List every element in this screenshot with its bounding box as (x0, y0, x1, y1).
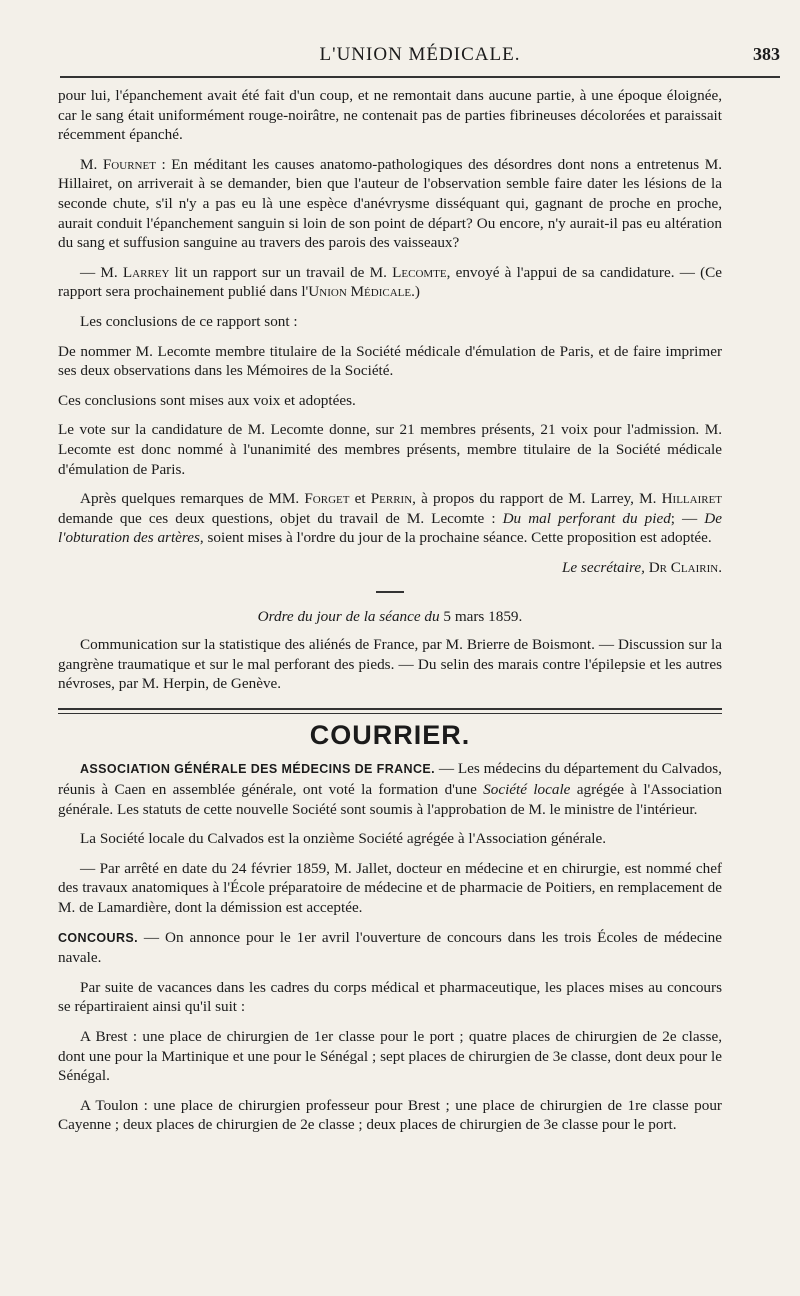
text-run: demande que ces deux questions, objet du travail de M. Lecomte : (58, 509, 503, 527)
text-run: — M. (80, 263, 123, 281)
paragraph-nomination: De nommer M. Lecomte membre titulaire de la Société médicale d'émulation de Paris, et de faire imprimer ses deux observations dans les Mémoires de la Société. (58, 342, 722, 380)
societe-locale: Société locale (483, 781, 571, 799)
name-lecomte: Lecomte (392, 263, 447, 281)
text-run: ; — (670, 509, 705, 527)
name-hillairet: Hillairet (661, 490, 723, 508)
paragraph-text: En méditant les causes anatomo-pathologiques des désordres dont nons a entretenus M. Hillairet, on arriverait à se demander, bien que l'auteur de l'observation semble faire dater les lésions de la seconde chute, s'il n'y a pas eu là une espèce d'anévrysme disséquant qui, gagnant de proche en proche, aurait conduit l'épanchement sanguin si loin de son point de départ? Ou encore, n'y aurait-il pas eu altération du sang et suffusion sanguine au travers des parois des vaisseaux? (58, 155, 723, 252)
association-label: ASSOCIATION GÉNÉRALE DES MÉDECINS DE FRANCE. (80, 762, 436, 777)
journal-name: Union Médicale (308, 283, 412, 301)
title-obturation: De l'obturation des artères (58, 509, 722, 547)
title-mal-perforant: Du mal perforant du pied (502, 509, 671, 527)
section-title-courrier: COURRIER. (309, 719, 471, 750)
courrier-brest: A Brest : une place de chirurgien de 1er classe pour le port ; quatre places de chirurgien de 2e classe, dont une pour la Martinique et une pour le Sénégal ; sept places de chirurgien de 3e classe, dont deux pour le Sénégal. (58, 1027, 722, 1085)
section-double-rule (58, 708, 722, 714)
courrier-concours (58, 928, 722, 968)
courrier-calvados: La Société locale du Calvados est la onzième Société agrégée à l'Association générale. (80, 830, 607, 848)
text-run: — Les médecins du département du Calvados, réunis à Caen en assemblée générale, ont voté la formation d'une (58, 760, 722, 799)
signature-role: Le secrétaire, (561, 558, 645, 576)
concours-label: CONCOURS. (58, 930, 138, 945)
courrier-association (58, 759, 722, 819)
paragraph-1: pour lui, l'épanchement avait été fait d'un coup, et ne remontait dans aucune partie, à une époque éloignée, car le sang était uniformément rouge-noirâtre, ne contenait pas de parties fibrineuses décolorées et paraissait récemment épanché. (58, 87, 722, 144)
paragraph-larrey (58, 263, 722, 302)
text-run: — On annonce pour le 1er avril l'ouverture de concours dans les trois Écoles de médecine navale. (58, 928, 722, 967)
signature (58, 558, 722, 578)
courrier-vacances: Par suite de vacances dans les cadres du corps médical et pharmaceutique, les places mises au concours se répartiraient ainsi qu'il suit : (58, 978, 722, 1016)
journal-title: L'UNION MÉDICALE. (319, 44, 521, 65)
paragraph-adoption: Ces conclusions sont mises aux voix et adoptées. (58, 391, 356, 409)
header-rule (60, 76, 780, 78)
text-run: Après quelques remarques de MM. (80, 490, 305, 508)
text-run: et (349, 490, 371, 508)
text-run: , soient mises à l'ordre du jour de la prochaine séance. Cette proposition est adoptée. (199, 529, 712, 547)
name-perrin: Perrin (370, 490, 413, 508)
agenda-text: Communication sur la statistique des aliénés de France, par M. Brierre de Boismont. — Discussion sur la gangrène traumatique et sur le mal perforant des pieds. — Du selin des marais contre l'épilepsie et les autres névroses, par M. Herpin, de Genève. (58, 636, 722, 693)
article-body (58, 86, 722, 1145)
page-number: 383 (753, 44, 780, 64)
paragraph-fournet (58, 155, 722, 253)
paragraph-remarks (58, 489, 722, 548)
agenda-heading-text: Ordre du jour de la séance du (257, 608, 440, 626)
courrier-toulon: A Toulon : une place de chirurgien professeur pour Brest ; une place de chirurgien de 1re classe pour Cayenne ; deux places de chirurgien de 2e classe ; deux places de chirurgien de 3e classe pour le port. (58, 1096, 722, 1134)
paragraph-conclusions: Les conclusions de ce rapport sont : (80, 312, 298, 330)
short-separator (376, 591, 404, 593)
agenda-date: 5 mars 1859. (439, 608, 523, 626)
courrier-jallet: — Par arrêté en date du 24 février 1859, M. Jallet, docteur en médecine et en chirurgie, est nommé chef des travaux anatomiques à l'École préparatoire de médecine et de pharmacie de Poitiers, en remplacement de M. de Lamardière, dont la démission est acceptée. (58, 859, 722, 916)
text-run: , envoyé à l'appui de sa candidature. — (Ce rapport sera prochainement publié dans l' (58, 263, 723, 301)
paragraph-vote: Le vote sur la candidature de M. Lecomte donne, sur 21 membres présents, 21 voix pour l'admission. M. Lecomte est donc nommé à l'unanimité des membres présents, membre titulaire de la Société médicale d'émulation de Paris. (58, 421, 722, 478)
name-larrey: Larrey (122, 263, 170, 281)
running-header (60, 38, 780, 78)
text-run: agrégée à l'Association générale. Les statuts de cette nouvelle Société sont soumis à l'approbation de M. le ministre de l'intérieur. (58, 781, 722, 818)
name-forget: Forget (304, 490, 350, 508)
speaker-name: M. Fournet : (80, 155, 166, 173)
text-run: , à propos du rapport de M. Larrey, M. (412, 490, 662, 508)
text-run: .) (411, 283, 420, 301)
signature-name: Dr Clairin. (644, 558, 722, 576)
text-run: lit un rapport sur un travail de M. (169, 263, 393, 281)
agenda-heading (58, 607, 722, 627)
